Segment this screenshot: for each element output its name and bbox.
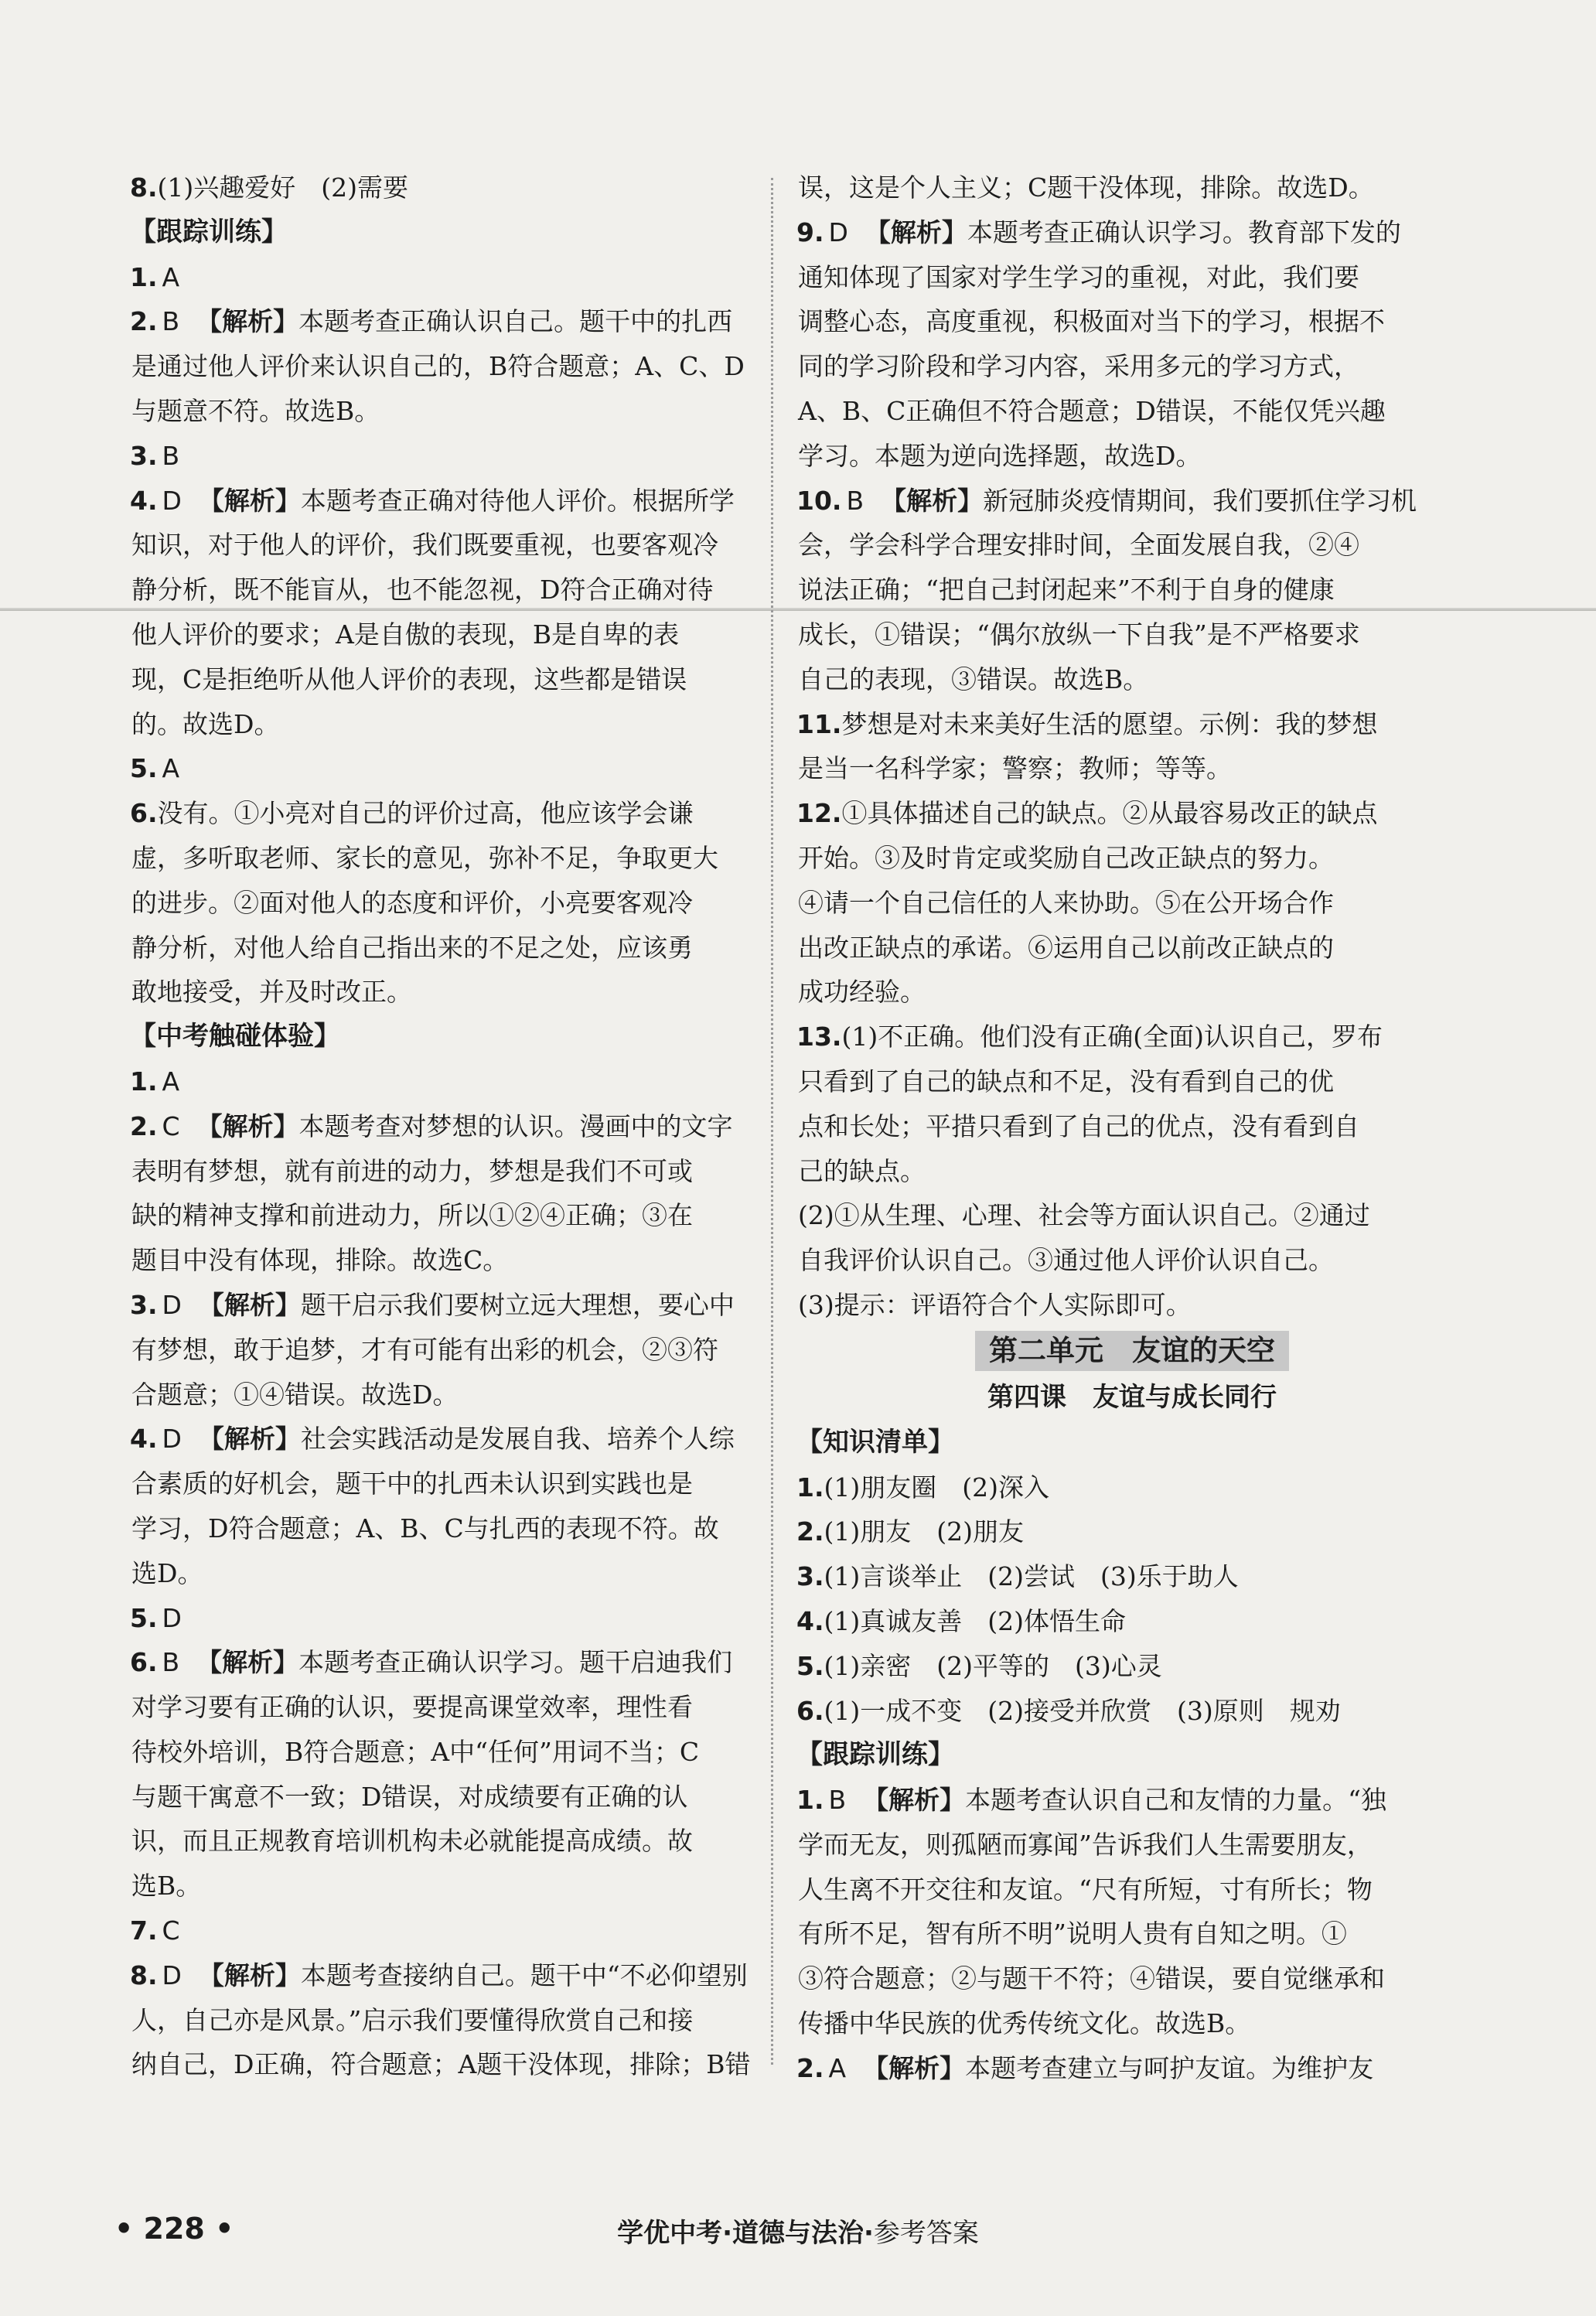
answer-text: 静分析，对他人给自己指出来的不足之处，应该勇 [131,932,693,963]
answer-text: ③符合题意；②与题干不符；④错误，要自觉继承和 [798,1963,1385,1994]
answer-line [130,1462,801,1506]
answer-text: 通知体现了国家对学生学习的重视，对此，我们要 [798,261,1359,292]
answer-line [130,1104,801,1149]
answer-item [796,791,1468,1015]
answer-line [130,612,801,657]
answer-line [130,299,801,344]
unit-title: 第二单元 友谊的天空 [975,1331,1289,1371]
answer-continuation [796,165,1468,210]
answer-item [130,1640,801,1908]
answer-item [796,1509,1468,1554]
question-number: 3. [130,1289,158,1320]
answer-text: 合题意；①④错误。故选D。 [131,1379,459,1410]
answer-text: 本题考查正确对待他人评价。根据所学 [300,485,735,516]
answer-line [130,1953,801,1998]
answer-text: 梦想是对未来美好生活的愿望。示例：我的梦想 [841,708,1378,739]
answer-item [796,1554,1468,1599]
answer-choice: C [162,1110,180,1141]
answer-line [796,434,1468,479]
question-number: 13. [796,1022,842,1052]
analysis-tag: 【解析】 [198,1424,301,1455]
answer-line [796,2001,1468,2046]
answer-line [130,1283,801,1328]
answer-line [130,1328,801,1373]
answer-line [796,523,1468,568]
answer-choice: C [162,1915,180,1946]
answer-line [796,479,1468,524]
analysis-tag: 【解析】 [196,1110,299,1141]
answer-line [130,1998,801,2043]
answer-line [796,1554,1468,1599]
answer-item [796,1465,1468,1510]
answer-choice: D [162,1960,182,1990]
answer-text: (1)不正确。他们没有正确(全面)认识自己，罗布 [841,1022,1383,1052]
analysis-tag: 【解析】 [863,2052,966,2083]
answer-text: (1)兴趣爱好 (2)需要 [157,172,408,203]
answer-text: (1)朋友 (2)朋友 [824,1516,1024,1547]
analysis-tag: 【解析】 [864,217,967,247]
answer-text: 学习。本题为逆向选择题，故选D。 [798,440,1202,471]
answer-line [130,523,801,568]
question-number: 11. [796,708,842,739]
answer-choice: B [162,440,180,471]
answer-text: (1)言谈举止 (2)尝试 (3)乐于助人 [824,1561,1239,1592]
question-number: 3. [796,1561,824,1592]
answer-line [796,1149,1468,1194]
answer-text: 本题考查正确认识学习。题干启迪我们 [298,1647,733,1678]
answer-line [796,1823,1468,1867]
answer-choice: D [162,1602,182,1633]
answer-item [796,210,1468,479]
left-column [130,165,801,2087]
answer-line [796,299,1468,344]
answer-line [796,1059,1468,1104]
answer-text: 人生离不开交往和友谊。“尺有所短，寸有所长；物 [798,1874,1373,1905]
answer-line [130,1730,801,1775]
answer-item [130,1596,801,1641]
answer-line [130,1775,801,1820]
answer-item [130,746,801,791]
answer-line [796,1283,1468,1328]
answer-text: 新冠肺炎疫情期间，我们要抓住学习机 [983,485,1417,516]
question-number: 7. [130,1915,158,1946]
answer-choice: D [162,1289,182,1320]
answer-item [796,479,1468,702]
answer-choice: A [828,2052,847,2083]
answer-line [796,1104,1468,1149]
answer-text: 社会实践活动是发展自我、培养个人综 [300,1424,735,1455]
answer-text: 传播中华民族的优秀传统文化。故选B。 [798,2008,1251,2039]
answer-text: ④请一个自己信任的人来协助。⑤在公开场合作 [798,887,1334,918]
answer-line [130,657,801,702]
answer-line [796,1867,1468,1912]
answer-text: 识，而且正规教育培训机构未必就能提高成绩。故 [131,1826,693,1857]
subject-title: 道德与法治 [732,2218,864,2249]
answer-text: 虚，多听取老师、家长的意见，弥补不足，争取更大 [131,842,718,873]
answer-choice: D [162,1424,182,1455]
answer-line [130,1596,801,1641]
answer-line [796,746,1468,791]
answer-text: 题目中没有体现，排除。故选C。 [131,1245,509,1276]
answer-text: 合素质的好机会，题干中的扎西未认识到实践也是 [131,1468,693,1499]
section-title: 参考答案 [873,2218,979,2249]
lesson-title: 第四课 友谊与成长同行 [987,1381,1277,1413]
answer-item [796,702,1468,792]
answer-text: (1)真诚友善 (2)体悟生命 [824,1605,1126,1636]
question-number: 4. [796,1605,824,1636]
answer-text: 纳自己，D正确，符合题意；A题干没体现，排除；B错 [131,2049,751,2080]
answer-choice: B [162,306,180,337]
analysis-tag: 【解析】 [196,1647,299,1678]
answer-text: 出改正缺点的承诺。⑥运用自己以前改正缺点的 [798,932,1334,963]
answer-item [130,479,801,747]
answer-text: 自己的表现，③错误。故选B。 [798,663,1149,694]
answer-text: 本题考查对梦想的认识。漫画中的文字 [298,1110,733,1141]
answer-text: 本题考查建立与呵护友谊。为维护友 [965,2052,1374,2083]
answer-text: 没有。①小亮对自己的评价过高，他应该学会谦 [157,798,694,829]
answer-text: 学而无友，则孤陋而寡闻”告诉我们人生需要朋友， [798,1829,1373,1860]
answer-item [130,299,801,433]
answer-choice: B [162,1647,180,1678]
answer-text: 敢地接受，并及时改正。 [131,977,412,1008]
answer-choice: D [828,217,848,247]
answer-line [130,165,801,210]
answer-line [130,1238,801,1283]
answer-text: (3)提示：评语符合个人实际即可。 [798,1289,1192,1320]
answer-line [130,970,801,1015]
question-number: 3. [130,440,158,471]
answer-text: 是通过他人评价来认识自己的，B符合题意；A、C、D [131,351,745,382]
question-number: 2. [130,1110,158,1141]
answer-text: 与题干寓意不一致；D错误，对成绩要有正确的认 [131,1781,688,1812]
right-column [796,165,1468,2091]
question-number: 9. [796,217,824,247]
answer-text: 己的缺点。 [798,1155,926,1186]
answer-item [796,1644,1468,1689]
answer-line [130,791,801,836]
answer-text: 缺的精神支撑和前进动力，所以①②④正确；③在 [131,1200,693,1231]
analysis-tag: 【解析】 [863,1785,966,1816]
analysis-tag: 【解析】 [881,485,984,516]
question-number: 4. [130,1424,158,1455]
question-number: 6. [130,798,158,829]
answer-text: 选B。 [131,1871,202,1902]
answer-item [130,1283,801,1417]
answer-line [796,657,1468,702]
answer-item [796,2046,1468,2091]
question-number: 2. [796,2052,824,2083]
answer-line [130,926,801,970]
answer-text: 自我评价认识自己。③通过他人评价认识自己。 [798,1245,1334,1276]
answer-line [130,1551,801,1596]
answer-text: 点和长处；平措只看到了自己的优点，没有看到自 [798,1110,1359,1141]
answer-item [796,1599,1468,1644]
answer-item [796,1015,1468,1328]
question-number: 5. [130,753,158,784]
answer-line [796,568,1468,612]
question-number: 12. [796,798,842,829]
question-number: 1. [130,261,158,292]
answer-line [130,1864,801,1908]
answer-line [796,1193,1468,1238]
answer-line [130,702,801,747]
answer-line [130,1685,801,1730]
answer-line [130,881,801,926]
question-number: 2. [130,306,158,337]
answer-line [130,568,801,612]
answer-item [130,1059,801,1104]
question-number: 1. [796,1785,824,1816]
answer-text: 他人评价的要求；A是自傲的表现，B是自卑的表 [131,619,680,650]
answer-choice: B [846,485,864,516]
answer-line [130,1506,801,1551]
unit-heading [796,1328,1468,1374]
answer-line [796,1015,1468,1059]
answer-text: 知识，对于他人的评价，我们既要重视，也要客观冷 [131,530,718,561]
page-number: • 228 • [114,2212,234,2246]
answer-text: (1)亲密 (2)平等的 (3)心灵 [824,1650,1162,1681]
answer-text: 成长，①错误；“偶尔放纵一下自我”是不严格要求 [798,619,1360,650]
answer-text: (2)①从生理、心理、社会等方面认识自己。②通过 [798,1200,1370,1231]
answer-line [796,1912,1468,1956]
answer-text: 只看到了自己的缺点和不足，没有看到自己的优 [798,1066,1334,1097]
question-number: 10. [796,485,842,516]
answer-text: 调整心态，高度重视，积极面对当下的学习，根据不 [798,306,1385,337]
answer-line [796,836,1468,881]
answer-line [130,344,801,389]
analysis-tag: 【解析】 [198,485,301,516]
answer-choice: A [162,753,180,784]
section-heading: 【跟踪训练】 [796,1739,954,1771]
answer-text: 本题考查认识自己和友情的力量。“独 [965,1785,1387,1816]
answer-text: 是当一名科学家；警察；教师；等等。 [798,753,1232,784]
answer-text: 的。故选D。 [131,708,280,739]
answer-line [796,1599,1468,1644]
answer-line [796,165,1468,210]
section-heading: 【跟踪训练】 [130,216,288,247]
answer-text: 表明有梦想，就有前进的动力，梦想是我们不可或 [131,1155,693,1186]
answer-text: 本题考查正确认识学习。教育部下发的 [967,217,1401,247]
answer-line [796,1689,1468,1734]
book-title: 学优中考 [617,2218,723,2249]
answer-line [130,255,801,300]
answer-text: 与题意不符。故选B。 [131,395,380,426]
answer-item [130,165,801,210]
answer-line [796,970,1468,1015]
answer-text: 现，C是拒绝听从他人评价的表现，这些都是错误 [131,663,687,694]
analysis-tag: 【解析】 [198,1960,301,1990]
answer-line [796,255,1468,300]
analysis-tag: 【解析】 [196,306,299,337]
answer-text: ①具体描述自己的缺点。②从最容易改正的缺点 [841,798,1378,829]
question-number: 8. [130,1960,158,1990]
answer-text: 本题考查正确认识自己。题干中的扎西 [298,306,733,337]
answer-line [796,1465,1468,1510]
answer-line [796,702,1468,747]
answer-text: 有所不足，智有所不明”说明人贵有自知之明。① [798,1919,1347,1949]
answer-line [130,2042,801,2087]
answer-text: 待校外培训，B符合题意；A中“任何”用词不当；C [131,1736,700,1767]
answer-choice: B [828,1785,847,1816]
section-heading: 【知识清单】 [796,1426,954,1458]
answer-choice: A [162,1066,180,1097]
answer-line [130,1149,801,1194]
answer-line [130,1908,801,1953]
answer-item [130,791,801,1015]
question-number: 8. [130,172,158,203]
footer-title: 学优中考·道德与法治·参考答案 [617,2218,979,2249]
answer-text: 选D。 [131,1557,203,1588]
analysis-tag: 【解析】 [198,1289,301,1320]
answer-line [796,389,1468,434]
answer-text: 学习，D符合题意；A、B、C与扎西的表现不符。故 [131,1513,719,1543]
answer-line [796,1238,1468,1283]
question-number: 1. [130,1066,158,1097]
answer-item [130,1908,801,1953]
answer-line [130,434,801,479]
question-number: 1. [796,1472,824,1503]
answer-line [796,612,1468,657]
answer-line [796,881,1468,926]
question-number: 5. [796,1650,824,1681]
answer-line [796,344,1468,389]
answer-line [130,836,801,881]
answer-line [796,210,1468,255]
answer-text: 误，这是个人主义；C题干没体现，排除。故选D。 [798,172,1374,203]
answer-item [796,1689,1468,1734]
answer-line [130,1059,801,1104]
answer-line [796,1778,1468,1823]
answer-line [796,1956,1468,2001]
answer-line [130,1819,801,1864]
answer-item [130,1953,801,2087]
answer-line [796,791,1468,836]
answer-text: (1)朋友圈 (2)深入 [824,1472,1049,1503]
answer-line [130,389,801,434]
answer-text: 开始。③及时肯定或奖励自己改正缺点的努力。 [798,842,1334,873]
answer-text: 同的学习阶段和学习内容，采用多元的学习方式， [798,351,1359,382]
answer-line [796,1644,1468,1689]
answer-text: 本题考查接纳自己。题干中“不必仰望别 [300,1960,748,1990]
question-number: 4. [130,485,158,516]
answer-text: 有梦想，敢于追梦，才有可能有出彩的机会，②③符 [131,1334,718,1365]
answer-text: A、B、C正确但不符合题意；D错误，不能仅凭兴趣 [798,395,1386,426]
answer-line [130,1373,801,1417]
answer-line [130,1640,801,1685]
answer-item [130,434,801,479]
answer-text: 的进步。②面对他人的态度和评价，小亮要客观冷 [131,887,693,918]
answer-line [796,2046,1468,2091]
answer-text: 会，学会科学合理安排时间，全面发展自我，②④ [798,530,1359,561]
answer-choice: A [162,261,180,292]
answer-item [130,255,801,300]
answer-line [796,926,1468,970]
answer-item [796,1778,1468,2046]
answer-text: 说法正确；“把自己封闭起来”不利于自身的健康 [798,575,1335,605]
answer-text: 成功经验。 [798,977,926,1008]
answer-line [796,1509,1468,1554]
answer-text: 人，自己亦是风景。”启示我们要懂得欣赏自己和接 [131,2004,694,2035]
answer-item [130,1417,801,1595]
answer-item [130,1104,801,1283]
answer-text: 题干启示我们要树立远大理想，要心中 [300,1289,735,1320]
answer-text: 对学习要有正确的认识，要提高课堂效率，理性看 [131,1692,693,1723]
answer-line [130,479,801,524]
answer-text: (1)一成不变 (2)接受并欣赏 (3)原则 规劝 [824,1695,1341,1726]
question-number: 6. [130,1647,158,1678]
section-heading: 【中考触碰体验】 [130,1021,340,1052]
question-number: 5. [130,1602,158,1633]
question-number: 6. [796,1695,824,1726]
answer-text: 静分析，既不能盲从，也不能忽视，D符合正确对待 [131,575,714,605]
answer-line [130,1417,801,1462]
answer-line [130,746,801,791]
answer-line [130,1193,801,1238]
answer-choice: D [162,485,182,516]
question-number: 2. [796,1516,824,1547]
